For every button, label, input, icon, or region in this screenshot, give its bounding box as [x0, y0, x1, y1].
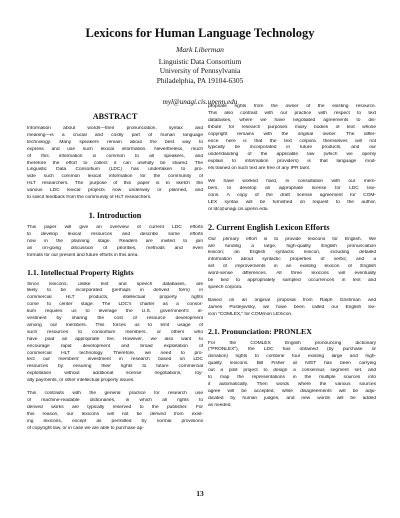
introduction-paragraph — [27, 225, 203, 260]
section-heading-current-efforts: 2. Current English Lexicon Efforts — [208, 222, 330, 232]
text-line: meaning—is a crucial and costly part of human language — [27, 132, 203, 138]
left-column — [27, 112, 203, 439]
text-line: express and use such lexical information. Nevertheless, much — [27, 146, 203, 152]
text-line: likely to be incorporated (perhaps in derived form) in — [27, 288, 203, 294]
text-line: bers, to develop an appropriate license for LDC lexi- — [208, 185, 376, 191]
text-line: cons. A copy of the draft license agreement for COM- — [208, 192, 376, 198]
text-line: out a pilot project to design a consensus segment set, and — [208, 368, 376, 374]
text-line: set of improvements in an existing lexicon of English — [208, 264, 376, 270]
text-line: els trained on such text are free of any IPR taint. — [208, 166, 311, 172]
text-line: vide such common lexical information for the community of — [27, 174, 203, 180]
text-line: HLT researchers. The purpose of this paper is to sketch the — [27, 181, 203, 187]
page-number: 13 — [196, 489, 204, 498]
text-line: or ldc@unagi.cis.upenn.edu. — [208, 206, 269, 212]
text-line: This paper will give an overview of current LDC efforts — [27, 224, 203, 230]
affiliation-line: Linguistic Data Consortium — [158, 57, 242, 66]
text-line: this reason, our lexicons will not be derived from exist- — [27, 411, 203, 417]
text-line: copyright remains with the original owner. The differ- — [208, 131, 376, 137]
text-line: information about syntactic properties of verbs; and a — [208, 257, 376, 263]
text-line: among our members. This forces us to limit usage of — [27, 322, 203, 328]
text-line: This also contrast with our practice with respect to text — [208, 110, 376, 116]
text-line: Based on an original proposal from Ralph Grishman and — [208, 297, 376, 303]
text-line: speech corpora. — [208, 284, 243, 290]
text-line: propriate rights from the owner of the existing resource. — [208, 104, 376, 109]
text-line: commercial HLT technology. Therefore, we need to pro- — [27, 350, 203, 356]
text-line: an on-going discussion of priorities, methods and even — [27, 245, 203, 251]
text-line: donation) rights to combine four existing large and high- — [208, 354, 376, 360]
text-line: be tied to appropriately sampled occurrences in text and — [208, 278, 376, 284]
text-line: agree will be accepted, while disagreements will be adju- — [208, 388, 376, 394]
text-line: exploitation without additional license negotiations, roy- — [27, 371, 203, 377]
text-line: tribute for research purposes many bodies of text whose — [208, 124, 376, 130]
text-line: Since lexicons, unlike text and speech databases, are — [27, 281, 203, 287]
paper-title: Lexicons for Human Language Technology — [85, 26, 315, 40]
text-line: Information about words—their pronunciation, syntax and — [27, 126, 203, 131]
text-line: icon "COMLEX," for COMmon LEXicon. — [208, 311, 293, 317]
ip-rights-paragraph-2 — [27, 391, 203, 432]
text-line: to map the representations in the multiple sources into — [208, 375, 376, 381]
text-line: explain to information providers) is that language mod- — [208, 159, 376, 165]
text-line: understanding of the applicable law (which we openly — [208, 152, 376, 158]
text-line: now in the planning stage. Readers are invited to join — [27, 238, 203, 244]
text-line: formats for our present and future efforts in this area. — [27, 252, 139, 258]
affiliation-line: University of Pennsylvania — [159, 66, 241, 76]
section-heading-introduction: 1. Introduction — [88, 210, 142, 220]
text-line: lexicon; an English syntactic lexicon, including detailed — [208, 250, 376, 256]
pronlex-paragraph — [208, 341, 376, 410]
text-line: derived works are typically reserved to the publisher. For — [27, 404, 203, 410]
text-line: therefore the effort to collect it can usefully be shared. The — [27, 160, 203, 166]
license-paragraph — [208, 179, 376, 214]
text-line: it automatically. Then words where the various sources — [208, 382, 376, 387]
comlex-paragraph — [208, 298, 376, 319]
text-line: commercial HLT products, intellectual property rights — [27, 295, 203, 301]
text-line: to solicit feedback from the community of HLT researchers. — [27, 195, 152, 201]
body-paragraph — [208, 104, 376, 173]
text-line: dicated by human judges, and new words will be added — [208, 395, 376, 401]
text-line: ence here is that the text corpora themselves will not — [208, 138, 376, 144]
text-line: LEX syntax will be furnished on request to the author, — [208, 199, 376, 205]
text-line: are funding a large, high-quality English pronunciation — [208, 243, 376, 249]
text-line: of this information is common to all speakers, and — [27, 153, 203, 159]
text-line: tect our members' investment in research based on LDC — [27, 357, 203, 363]
abstract-paragraph — [27, 126, 203, 202]
text-line: resources by ensuring their rights to future commercial — [27, 364, 203, 370]
text-line: as needed. — [208, 402, 232, 408]
affiliation-line: Philadelphia, PA 19104-6305 — [156, 75, 244, 85]
author-email: myl@unagi.cis.upenn.edu — [162, 98, 238, 106]
text-line: word-sense differences. All three lexicons will eventually — [208, 271, 376, 277]
text-line: come to center stage. The LDC's charter as a consor- — [27, 302, 203, 308]
abstract-heading: ABSTRACT — [92, 112, 138, 121]
text-line: James Pustejovsky, we have been called our English lex- — [208, 304, 376, 310]
text-line: alty payments, or other intellectual property issues. — [27, 378, 135, 384]
text-line: We have worked hard, in consultation with our mem- — [208, 179, 376, 185]
author-affiliation — [0, 57, 400, 85]
author-name: Mark Liberman — [176, 45, 224, 54]
text-line: Linguistic Data Consortium (LDC) has undertaken to pro- — [27, 167, 203, 173]
text-line: typically be incorporated in future products, and our — [208, 145, 376, 151]
text-line: encourage rapid development and broad exploitation of — [27, 343, 203, 349]
subsection-heading-ip-rights: 1.1. Intellectual Property Rights — [27, 267, 134, 277]
text-line: such resources to consortium members, or others who — [27, 329, 203, 335]
subsection-heading-pronunciation: 2.1. Pronunciation: PRONLEX — [208, 326, 312, 336]
text-line: of machine-readable dictionaries, in which all rights to — [27, 398, 203, 403]
text-line: tium requires us to leverage the U.S. government's in- — [27, 309, 203, 315]
text-line: to develop lexical resources and describe some efforts — [27, 231, 203, 237]
ip-rights-paragraph — [27, 282, 203, 386]
text-line: This contrasts with the general practice for research use — [27, 391, 203, 397]
current-efforts-paragraph — [208, 237, 376, 292]
right-column — [208, 104, 376, 416]
text-line: Our primary effort is to provide lexicons for English. We — [208, 236, 376, 242]
text-line: various LDC lexical projects now underway or planned, and — [27, 188, 203, 194]
text-line: ing lexicons, except as permitted by normal provisions — [27, 418, 203, 424]
text-line: For the COMLEX English pronouncing dictionary — [208, 340, 376, 346]
text-line: ("PRONLEX"), the LDC has obtained (by purchase or — [208, 347, 376, 353]
text-line: have paid an appropriate fee. However, we also want to — [27, 336, 203, 342]
text-line: technology. Many speakers remain about the best way to — [27, 139, 203, 145]
text-line: quality lexicons. Bill Fisher at NIST has been carrying — [208, 361, 376, 367]
text-line: vestment by sharing the cost of resource development — [27, 316, 203, 322]
text-line: of copyright law, or in case we are able to purchase ap- — [27, 425, 144, 431]
text-line: databases, where we have negotiated agreements to dis- — [208, 117, 376, 123]
